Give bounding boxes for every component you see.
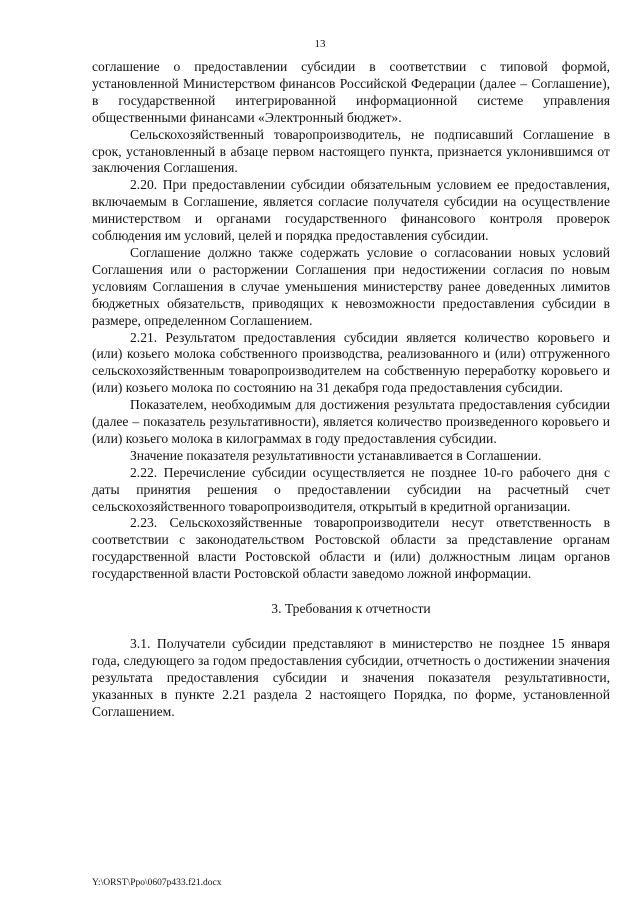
paragraph-indicator-value: Значение показателя результативности устанавливается в Соглашении. — [130, 447, 542, 463]
paragraph-2-21: 2.21. Результатом предоставления субсидии является количество коровьего и (или) козьего молока собственного производства, реализованного и (или) отгруженного сельскохозяйственным товаропроизводителем на собственную переработку коровьего и (или) козьего молока по состоянию на 31 декабря года предоставления субсидии. — [92, 329, 610, 396]
paragraph-2-20: 2.20. При предоставлении субсидии обязательным условием ее предоставления, включаемым в Соглашение, является согласие получателя субсидии на осуществление министерством и органами государственного финансового контроля проверок соблюдения им условий, целей и порядка предоставления субсидии. — [92, 177, 610, 244]
paragraph-agreement-conditions: Соглашение должно также содержать условие о согласовании новых условий Соглашения или о расторжении Соглашения при недостижении согласия по новым условиям Соглашения в случае уменьшения министерству ранее доведенных лимитов бюджетных обязательств, приводящих к невозможности предоставления субсидии в размере, определенном Соглашением. — [92, 244, 610, 328]
paragraph-agreement-form: соглашение о предоставлении субсидии в соответствии с типовой формой, установленной Министерством финансов Российской Федерации (далее – Соглашение), в государственной интегрированной информационной системе управления общественными финансами «Электронный бюджет». — [92, 59, 610, 125]
page-number: 13 — [314, 38, 326, 50]
paragraph-evasion: Сельскохозяйственный товаропроизводитель, не подписавший Соглашение в срок, установленный в абзаце первом настоящего пункта, признается уклонившимся от заключения Соглашения. — [92, 126, 610, 176]
section-heading: 3. Требования к отчетности — [271, 601, 431, 617]
paragraph-2-23: 2.23. Сельскохозяйственные товаропроизводители несут ответственность в соответствии с законодательством Ростовской области за представление органам государственной власти Ростовской области и (или) должностным лицам органов государственной власти Ростовской области заведомо ложной информации. — [92, 515, 610, 582]
document-body — [92, 59, 610, 721]
paragraph-2-22: 2.22. Перечисление субсидии осуществляется не позднее 10-го рабочего дня с даты принятия решения о предоставлении субсидии на расчетный счет сельскохозяйственного товаропроизводителя, открытый в кредитной организации. — [92, 464, 610, 514]
footer-file-path: Y:\ORST\Ppo\0607p433.f21.docx — [92, 878, 222, 888]
paragraph-indicator: Показателем, необходимым для достижения результата предоставления субсидии (далее – показатель результативности), является количество произведенного коровьего и (или) козьего молока в килограммах в году предоставления субсидии. — [92, 397, 610, 446]
paragraph-3-1: 3.1. Получатели субсидии представляют в министерство не позднее 15 января года, следующего за годом предоставления субсидии, отчетность о достижении значения результата предоставления субсидии и значения показателя результативности, указанных в пункте 2.21 раздела 2 настоящего Порядка, по форме, установленной Соглашением. — [92, 636, 610, 719]
